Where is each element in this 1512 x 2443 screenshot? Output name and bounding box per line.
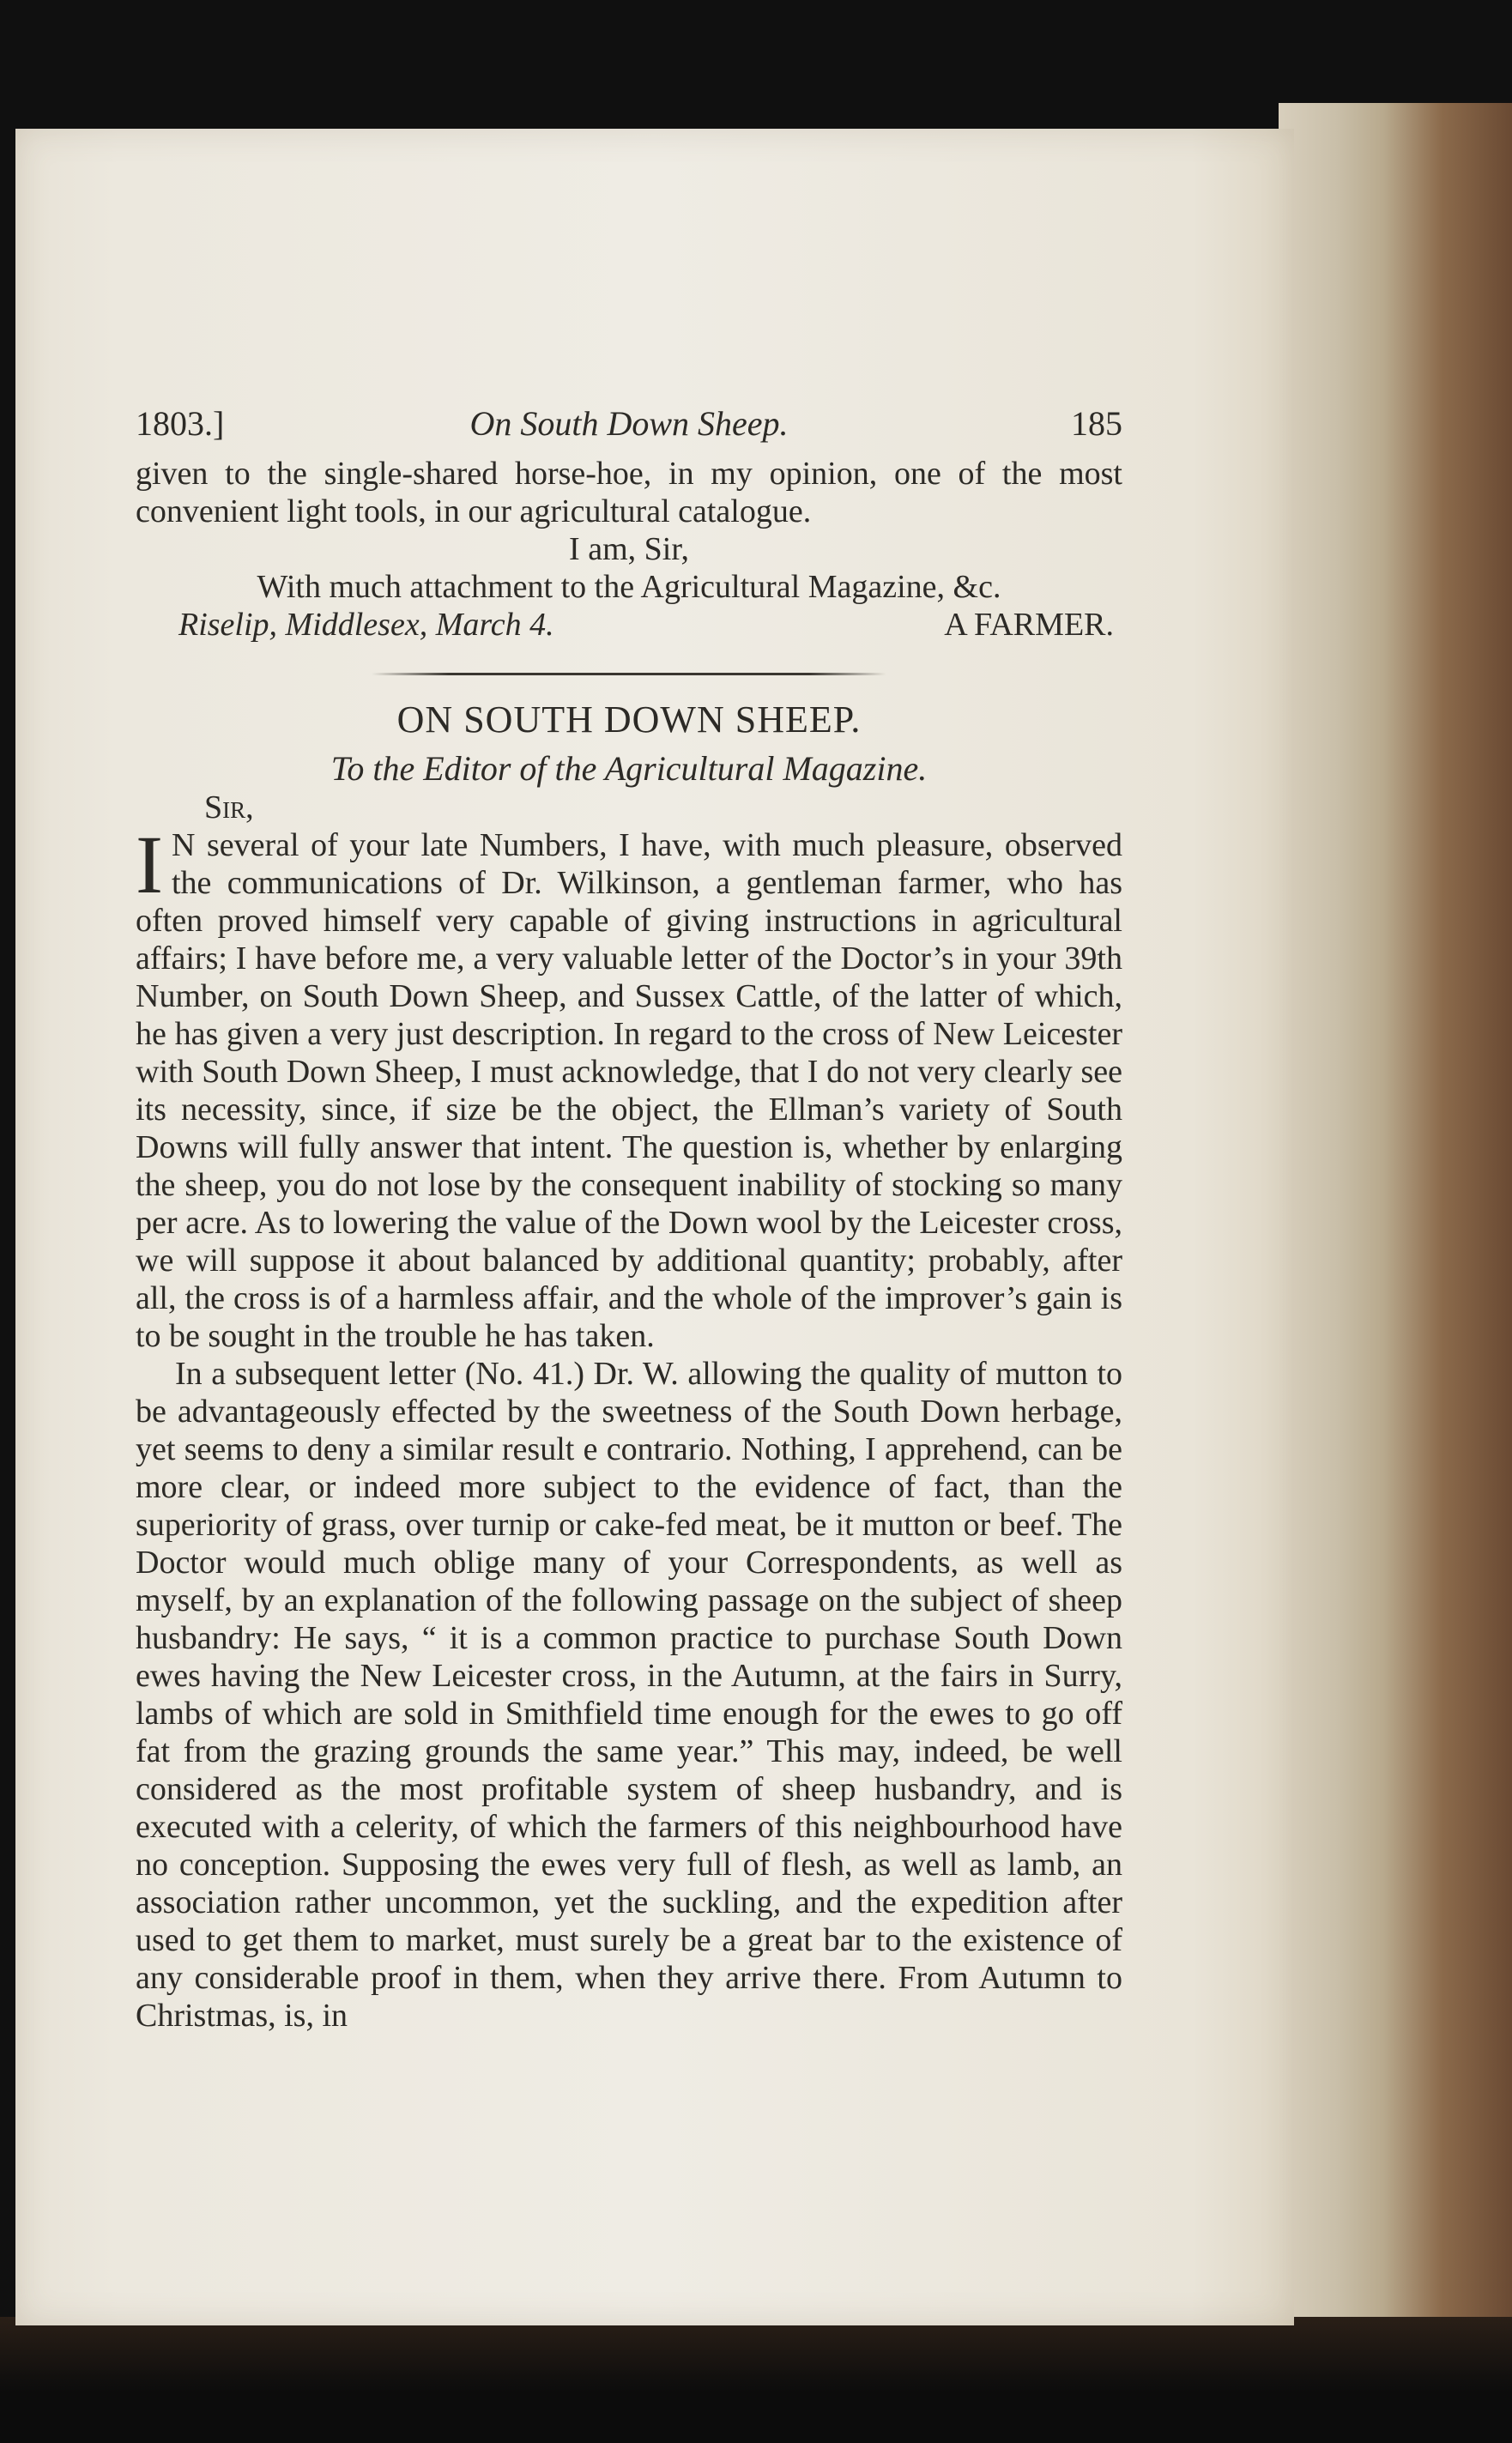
signature: A FARMER. — [944, 607, 1114, 643]
letter-closing: I am, Sir, — [569, 531, 689, 567]
running-title: On South Down Sheep. — [469, 404, 789, 443]
place-date: Riselip, Middlesex, March 4. — [178, 607, 554, 643]
paragraph-1 — [136, 819, 1122, 1355]
drop-cap: I — [136, 819, 163, 910]
paragraph-2: In a subsequent letter (No. 41.) Dr. W. allowing the quality of mutton to be advantageously effected by the sweetness of the South Down herbage, yet seems to deny a similar result e contrario. Nothing, I apprehend, can be more clear, or indeed more subject to the evidence of fact, than the superiority of grass, over turnip or cake-fed meat, be it mutton or beef. The Doctor would much oblige many of your Correspondents, as well as myself, by an explanation of the following passage on the subject of sheep husbandry: He says, “ it is a common practice to purchase South Down ewes having the New Leicester cross, in the Autumn, at the fairs in Surry, lambs of which are sold in Smithfield time enough for the ewes to go off fat from the grazing grounds the same year.” This may, indeed, be well considered as the most profitable system of sheep husbandry, and is executed with a celerity, of which the farmers of this neighbourhood have no conception. Supposing the ewes very full of flesh, as well as lamb, an association rather uncommon, yet the suckling, and the expedition after used to get them to market, must surely be a great bar to the existence of any considerable proof in them, when they arrive there. From Autumn to Christmas, is, in — [136, 1356, 1122, 2034]
signature-row — [136, 606, 1122, 644]
header-year: 1803.] — [136, 404, 225, 443]
book-page — [15, 129, 1294, 2325]
running-header — [136, 403, 1122, 455]
salutation: Sir, — [204, 789, 254, 825]
article-body — [136, 819, 1122, 2035]
article-title: ON SOUTH DOWN SHEEP. — [396, 698, 862, 741]
paragraph-1-text: N several of your late Numbers, I have, with much pleasure, observed the communications of Dr. Wilkinson, a gentleman farmer, who has often proved himself very capable of giving instructions in agricultural affairs; I have before me, a very valuable letter of the Doctor’s in your 39th Number, on South Down Sheep, and Sussex Cattle, of the latter of which, he has given a very just description. In regard to the cross of New Leicester with South Down Sheep, I must acknowledge, that I do not very clearly see its necessity, since, if size be the object, the Ellman’s variety of South Downs will fully answer that intent. The question is, whether by enlarging the sheep, you do not lose by the consequent inability of stocking so many per acre. As to lowering the value of the Down wool by the Leicester cross, we will suppose it about balanced by additional quantity; probably, after all, the cross is of a harmless affair, and the whole of the improver’s gain is to be sought in the trouble he has taken. — [136, 827, 1122, 1354]
letter-closing-attachment: With much attachment to the Agricultural Magazine, &c. — [257, 569, 1001, 605]
section-divider — [372, 673, 886, 675]
page-fore-edge — [1279, 103, 1512, 2317]
page-number: 185 — [1071, 404, 1122, 443]
previous-letter — [136, 455, 1122, 530]
previous-letter-tail: given to the single-shared horse-hoe, in my opinion, one of the most convenient light tools, in our agricultural catalogue. — [136, 456, 1122, 529]
article-addressee: To the Editor of the Agricultural Magazine. — [330, 749, 928, 788]
book-cover-edge — [0, 2317, 1512, 2443]
page-text-block — [136, 403, 1122, 2035]
